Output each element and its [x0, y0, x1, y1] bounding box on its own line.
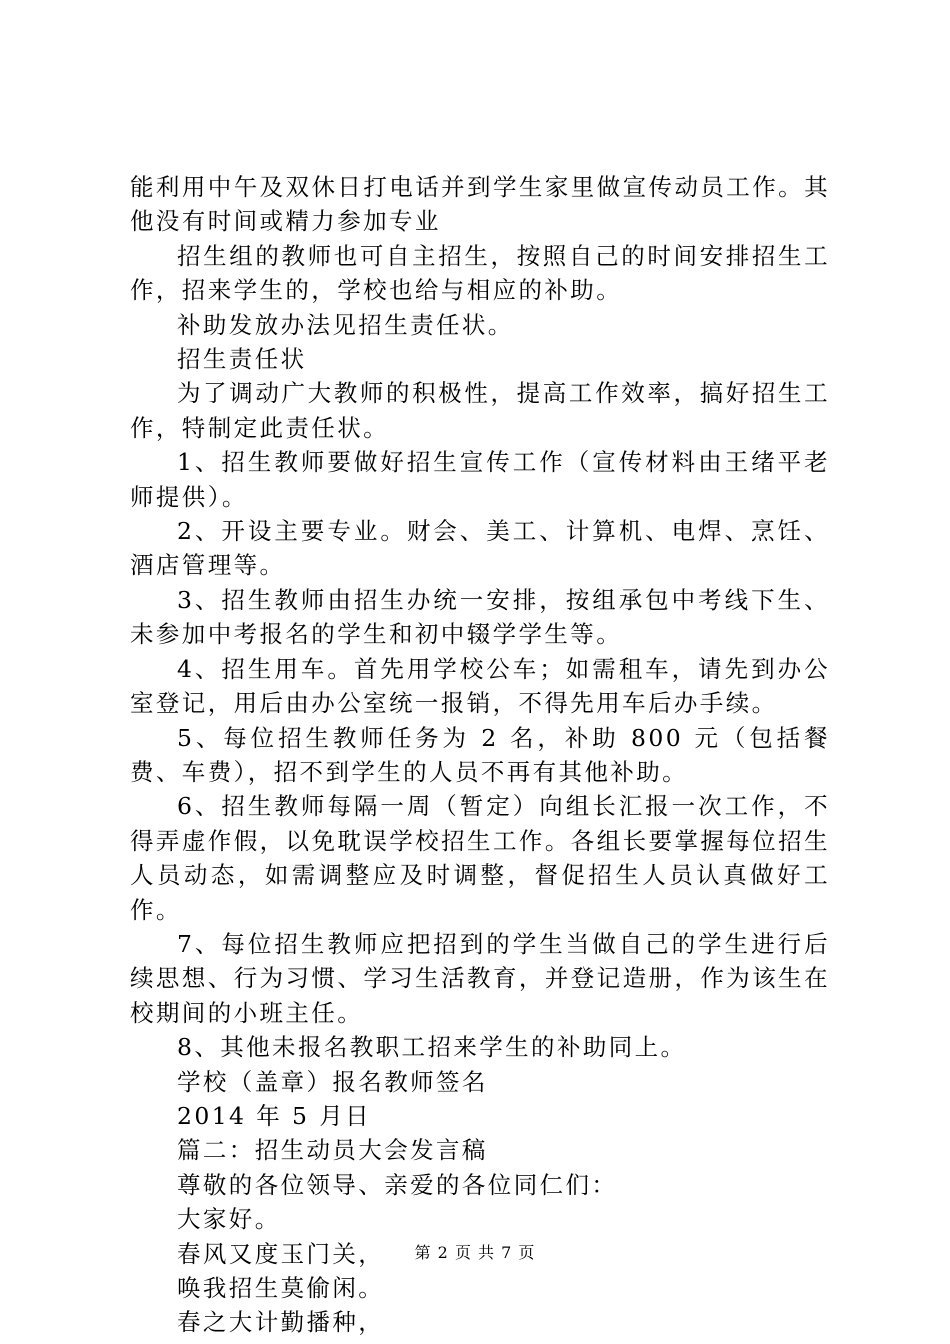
greeting: 大家好。 — [177, 1205, 281, 1234]
salutation: 尊敬的各位领导、亲爱的各位同仁们： — [177, 1170, 618, 1199]
poem-line-2: 唤我招生莫偷闲。 — [177, 1274, 385, 1302]
paragraph-2: 招生组的教师也可自主招生，按照自己的时间安排招生工作，招来学生的，学校也给与相应的补助。 — [130, 241, 830, 305]
page-number-footer: 第 2 页 共 7 页 — [414, 1243, 536, 1262]
section-heading-speech: 篇二：招生动员大会发言稿 — [177, 1136, 488, 1165]
section-heading-responsibility: 招生责任状 — [177, 345, 307, 374]
list-item-1: 1、招生教师要做好招生宣传工作（宣传材料由王绪平老师提供）。 — [130, 448, 830, 511]
list-item-3: 3、招生教师由招生办统一安排，按组承包中考线下生、未参加中考报名的学生和初中辍学学生等。 — [130, 585, 830, 649]
paragraph-3: 补助发放办法见招生责任状。 — [177, 310, 514, 339]
paragraph-1: 能利用中午及双休日打电话并到学生家里做宣传动员工作。其他没有时间或精力参加专业 — [130, 173, 830, 236]
document-body — [130, 170, 830, 1340]
list-item-2: 2、开设主要专业。财会、美工、计算机、电焊、烹饪、酒店管理等。 — [130, 517, 830, 580]
poem-line-1: 春风又度玉门关， — [177, 1239, 385, 1268]
signature-line: 学校（盖章）报名教师签名 — [177, 1067, 488, 1096]
list-item-5: 5、每位招生教师任务为 2 名，补助 800 元（包括餐费、车费），招不到学生的人员不再有其他补助。 — [130, 723, 830, 786]
list-item-7: 7、每位招生教师应把招到的学生当做自己的学生进行后续思想、行为习惯、学习生活教育，并登记造册，作为该生在校期间的小班主任。 — [130, 929, 830, 1027]
paragraph-5: 为了调动广大教师的积极性，提高工作效率，搞好招生工作，特制定此责任状。 — [130, 379, 830, 442]
list-item-4: 4、招生用车。首先用学校公车；如需租车，请先到办公室登记，用后由办公室统一报销，不得先用车后办手续。 — [130, 654, 830, 718]
list-item-6: 6、招生教师每隔一周（暂定）向组长汇报一次工作，不得弄虚作假，以免耽误学校招生工作。各组长要掌握每位招生人员动态，如需调整应及时调整，督促招生人员认真做好工作。 — [130, 792, 830, 924]
date-line: 2014 年 5 月日 — [177, 1101, 372, 1130]
list-item-8: 8、其他未报名教职工招来学生的补助同上。 — [177, 1033, 687, 1062]
poem-line-3: 春之大计勤播种， — [177, 1308, 385, 1337]
